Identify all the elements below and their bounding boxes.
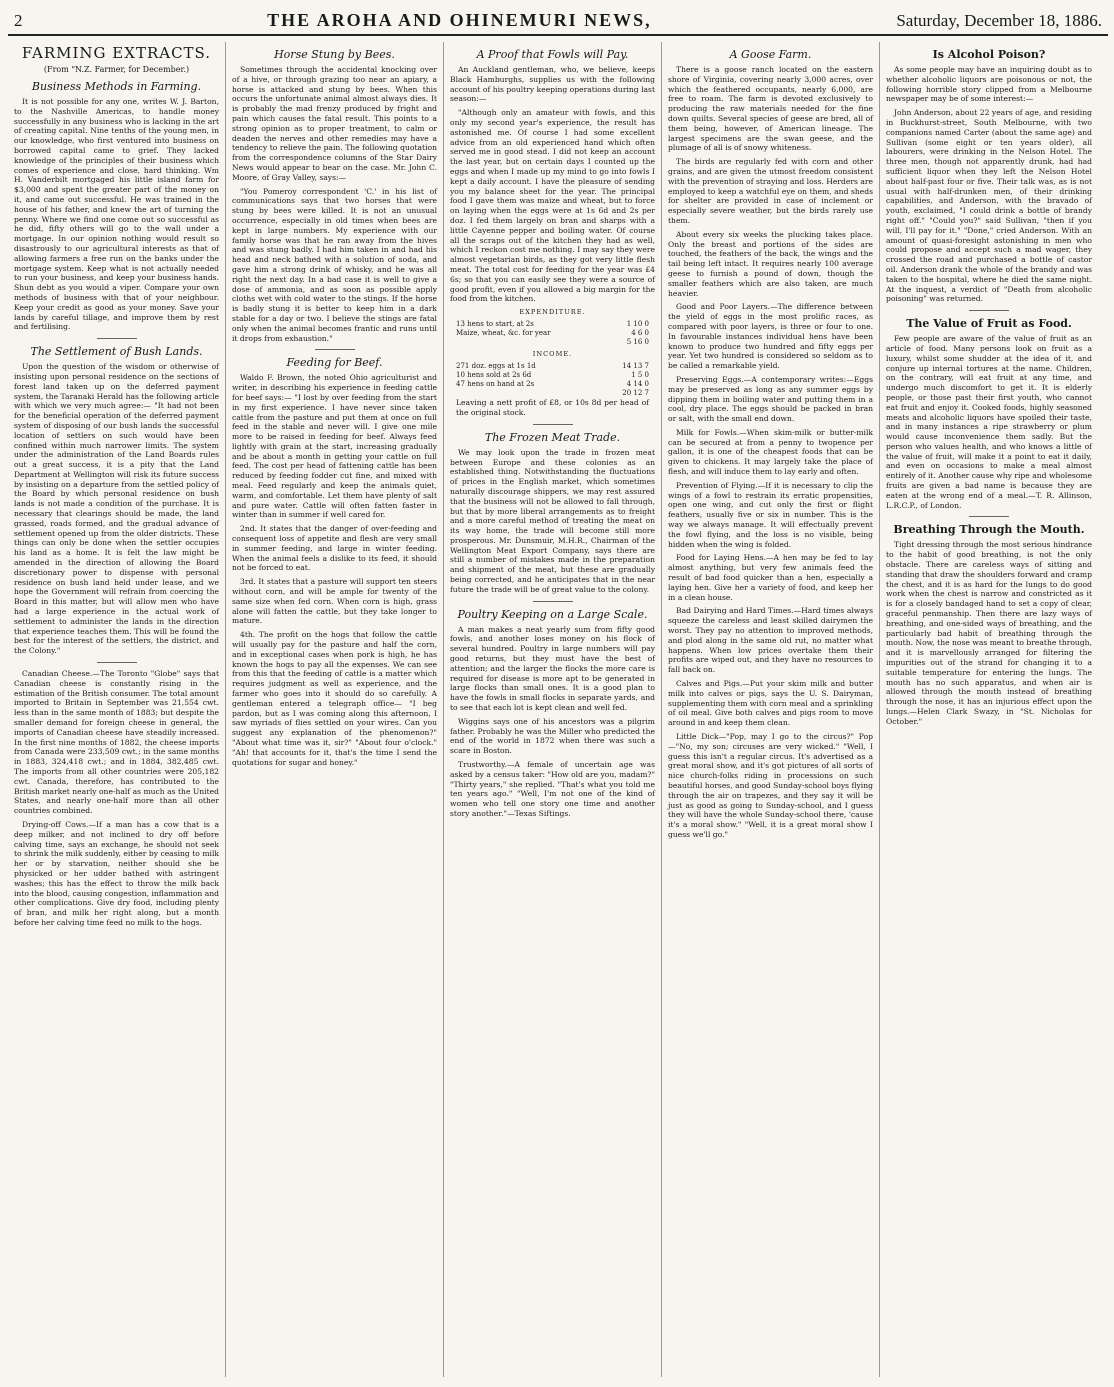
article-body [668,65,873,840]
article-body [450,65,655,304]
column-heading: Is Alcohol Poison? [932,48,1046,61]
row-item: 47 hens on hand at 2s [456,380,535,389]
row-item: 271 doz. eggs at 1s 1d [456,362,536,371]
newspaper-title: THE AROHA AND OHINEMURI NEWS, [267,10,652,30]
divider [315,349,355,350]
paragraph: 2nd. It states that the danger of over-feeding and consequent loss of appetite and flesh are very small in summer feeding, and large in winter feeding. When the animal feels a dislike to its feed, it should not be forced to eat. [232,524,437,573]
paragraph: Wiggins says one of his ancestors was a pilgrim father. Probably he was the Miller who predicted the end of the world in 1872 when there was such a scare in Boston. [450,716,655,756]
paragraph: Waldo F. Brown, the noted Ohio agriculturist and writer, in describing his experience in feeding cattle for beef says:— "I lost by over feeding from the start in my first experience. I have never since taken cattle from the pasture and put them at once on full feed in the stable and never will. I give one mile more to be raised in feeding for beef. Always feed lightly with grain at the start, increasing gradually and be about a month in getting your cattle on full feed. The cost per head of fattening cattle has been reduced by feeding fodder cut fine, and mixed with meal. Feed regularly and keep the animals quiet, warm, and comfortable. Let them have plenty of salt and pure water. Cattle will often fatten faster in winter than in summer if well cared for. [232,373,437,520]
total-value: 20 12 7 [622,389,649,398]
article-body [886,334,1092,510]
total-value: 5 16 0 [626,338,649,347]
issue-date: Saturday, December 18, 1886. [896,11,1102,30]
row-value: 4 6 0 [631,329,649,338]
paragraph: Bad Dairying and Hard Times.—Hard times always squeeze the careless and least skilled dairymen the worst. They pay no attention to improved methods, and plod along in the same old rut, no matter what happens. When low prices overtake them their profits are wiped out, and they have no resources to fall back on. [668,606,873,675]
column-4 [662,42,880,1377]
paragraph: "Although only an amateur with fowls, and this only my second year's experience, the result has astonished me. Of course I had some excellent advice from an old experienced hand which often served me in good stead. I did not keep an account the last year, but on certain days I counted up the eggs and when I made up my mind to go into fowls I kept a daily account. I have the pleasure of sending you my balance sheet for the year. The principal food I gave them was maize and wheat, but to force on laying when the eggs were at 1s 6d and 2s per doz. I fed them largely on bran and sharps with a little Cayenne pepper and boiling water. Of course all the scraps out of the kitchen they had as well, which I reckon cost me nothing. I may say they were almost vegetarian birds, as they got very little flesh meat. The total cost for feeding for the year was £4 6s; so that you can easily see they were a source of good profit, even if you allowed a big margin for the food from the kitchen. [450,108,655,304]
paragraph: Prevention of Flying.—If it is necessary to clip the wings of a fowl to restrain its erratic propensities, open one wing, and cut only the first or flight feathers, usually five or six in number. This is the way we always manage. It will effectually prevent the fowl flying, and the loss is no visible, being hidden when the wing is folded. [668,480,873,549]
article-title: Poultry Keeping on a Large Scale. [457,607,648,621]
paragraph: Calves and Pigs.—Put your skim milk and butter milk into calves or pigs, says the U. S. Dairyman, supplementing them with corn meal and a sprinkling of oil meal. Give both calves and pigs room to move around in and keep them clean. [668,679,873,728]
column-heading: Horse Stung by Bees. [274,48,395,61]
article-body [886,65,1092,304]
row-item: Maize, wheat, &c. for year [456,329,551,338]
column-2 [226,42,444,1377]
article-body [886,540,1092,726]
columns [8,42,1108,1377]
table-total [456,338,649,347]
table-row [456,362,649,371]
article-title: The Frozen Meat Trade. [484,430,621,444]
paragraph: It is not possible for any one, writes W. J. Barton, to the Nashville Americas, to handle money successfully in any business who is lacking in the art of creating capital. Nine tenths of the young men, in our knowledge, who first ventured into business on borrowed capital came to grief. They lacked knowledge of the principles of their business which comes of experience and close, hard thinking. Wm H. Vanderbilt mortgaged his little island farm for $3,000 and spent the greater part of the money on it, and came out successful. He was trained in the house of his father, and knew the art of turning the penny. Where we find one come out so successful as he did, fifty others will go to the wall under a mortgage. In our opinion nothing would result so disastrously to our agricultural interests as that of allowing farmers a free run on the banks under the mortgage system. Keep what is not actually needed to run your business, and keep your business hands. Shun debt as you would a viper. Compare your own methods of business with that of your neighbour. Keep your credit as good as your money. Save your lands by careful tillage, and improve them by rest and fertilising. [14,97,219,332]
paragraph: As some people may have an inquiring doubt as to whether alcoholic liquors are poisonous or not, the following horrible story clipped from a Melbourne newspaper may be of some interest:— [886,65,1092,104]
article-body [14,97,219,332]
paragraph: "You Pomeroy correspondent 'C.' in his list of communications says that two horses that were stung by bees were killed. It is not an unusual occurrence, especially in old times when bees are kept in large numbers. My experience with our family horse was that he ran away from the hives and was stung badly. I had him taken in and had his head and neck bathed with a solution of soda, and gave him a strong drink of whisky, and he was all right the next day. In a bad case it is well to give a dose of ammonia, and as soon as possible apply cloths wet with cold water to the stings. If the horse is badly stung it is better to keep him in a dark stable for a day or two. I believe the stings are fatal only when the animal becomes frantic and runs until it drops from exhaustion." [232,186,437,343]
article-title: Business Methods in Farming. [31,80,202,93]
paragraph: Good and Poor Layers.—The difference between the yield of eggs in the most prolific races, as compared with poor layers, is three or four to one. In favourable instances individual hens have been known to produce two hundred and fifty eggs per year. Yet two hundred is considered so seldom as to be called a remarkable yield. [668,302,873,371]
source-note: (From "N.Z. Farmer, for December.) [43,65,190,74]
column-heading: A Goose Farm. [729,48,812,61]
article-body [450,448,655,595]
paragraph: Canadian Cheese.—The Toronto "Globe" says that Canadian cheese is constantly rising in the estimation of the British consumer. The total amount imported to Britain in September was 21,554 cwt. less than in the same month of 1883; but despite the smaller demand for foreign cheese in general, the imports of Canadian cheese have steadily increased. In the first nine months of 1882, the cheese imports from Canada were 233,509 cwt.; in the same months in 1883, 324,418 cwt.; and in 1884, 382,485 cwt. The imports from all other countries were 205,182 cwt. Canada, therefore, has contributed to the British market nearly one-half as much as the United States, and nearly one-half more than all other countries combined. [14,669,219,816]
paragraph: Milk for Fowls.—When skim-milk or butter-milk can be secured at from a penny to twopence per gallon, it is one of the cheapest foods that can be given to chickens. It may largely take the place of flesh, and will induce them to lay early and often. [668,427,873,477]
paragraph: Preserving Eggs.—A contemporary writes:—Eggs may be preserved as long as any summer eggs by dipping them in boiling water and putting them in a cool, dry place. The eggs should be packed in bran or salt, with the small end down. [668,374,873,424]
paragraph: An Auckland gentleman, who, we believe, keeps Black Hamburghs, supplies us with the following account of his poultry keeping operations during last season:— [450,65,655,104]
table-row [456,371,649,380]
column-1 [8,42,226,1377]
article-title: Feeding for Beef. [286,356,383,370]
article-body [14,362,219,656]
article-body [232,65,437,343]
table-row [456,380,649,389]
balance-sheet [456,308,649,418]
income-label: INCOME. [532,350,573,359]
paragraph: We may look upon the trade in frozen meat between Europe and these colonies as an established thing. Notwithstanding the fluctuations of prices in the English market, which sometimes naturally discourage shippers, we may rest assured that the business will not be allowed to fall through, but that by more liberal arrangements as to freight and a more careful method of treating the meat on its way home, the trade will become still more prosperous. Mr. Dunsmuir, M.H.R., Chairman of the Wellington Meat Export Company, says there are still a number of mistakes made in the preparation and shipment of the meat, but these are gradually being corrected, and he anticipates that in the near future the trade will be of great value to the colony. [450,447,655,594]
paragraph: A man makes a neat yearly sum from fifty good fowls, and another loses money on his flock of several hundred. Poultry in large numbers will pay good returns, but they must have the best of attention; and the larger the flocks the more care is required for disease is more apt to be generated in large flocks than small ones. It is a good plan to have the fowls in small flocks in separate yards, and to see that each lot is kept clean and well fed. [450,624,655,713]
paragraph: About every six weeks the plucking takes place. Only the breast and portions of the sides are touched, the feathers of the back, the wings and the tail being left intact. It requires nearly 100 average geese to furnish a pound of down, though the smaller feathers which are also taken, are much heavier. [668,229,873,298]
table-row [456,320,649,329]
divider [97,338,137,339]
divider [969,516,1009,517]
divider [97,662,137,663]
masthead [8,10,1108,31]
masthead-rule [8,34,1108,36]
row-item: 13 hens to start, at 2s [456,320,534,329]
table-row [456,329,649,338]
article-title: The Settlement of Bush Lands. [30,345,203,359]
paragraph: Upon the question of the wisdom or otherwise of insisting upon personal residence on the sections of forest land taken up on the deferred payment system, the Taranaki Herald has the following article with which we very much agree:— "It had not been for the beneficial operation of the deferred payment system of disposing of our bush lands the successful location of settlers on such would have been confined within much narrower limits. The system under the administration of the Land Boards rules out a great success, it is a pity that the Land Department at Wellington will risk its future success by insisting on a departure from the settled policy of the Board by which personal residence on bush lands is not made a condition of the purchase. It is necessary that clearings should be made, the land grassed, roads formed, and the gradual advance of settlement opened up from the older districts. These things can only be done when the settler occupies his land as a home. It is felt the law might be amended in the direction of allowing the Board discretionary power to dispense with personal residence on bush land held under lease, and we hope the Government will refrain from coercing the Board in this matter, but will allow men who have had a large experience in the actual work of settlement to administer the lands in the direction that experience teaches them. This will be found the best for the interest of the settlers, the district, and the Colony." [14,362,219,656]
expenditure-label: EXPENDITURE. [519,308,586,317]
column-heading: FARMING EXTRACTS. [21,44,212,62]
paragraph: John Anderson, about 22 years of age, and residing in Buckhurst-street, South Melbourne, with two companions named Carter (about the same age) and Sullivan (some eight or ten years older), all labourers, were drinking in the Nelson Hotel. The three men, though not apparently drunk, had had sufficient liquor when they left the Nelson Hotel about half-past four or five. Their talk was, as is not usual with half-drunken men, of their drinking capabilities, and Anderson, with the bravado of youth, exclaimed, "I could drink a bottle of brandy right off." "Could you?" said Sullivan, "then if you will, I'll pay for it." "Done," cried Anderson. With an amount of quasi-foresight astonishing in men who could propose and accept such a mad wager, they crossed the road and purchased a bottle of castor oil. Anderson drank the whole of the brandy and was taken to the hospital, where he died the same night. At the inquest, a verdict of "Death from alcoholic poisoning" was returned. [886,108,1092,304]
article-body [450,625,655,819]
row-item: 10 hens sold at 2s 6d [456,371,532,380]
article-title: Breathing Through the Mouth. [893,523,1085,537]
paragraph: Little Dick—"Pop, may I go to the circus?" Pop—"No, my son; circuses are very wicked." "Well, I guess this isn't a regular circus. It's advertised as a great moral show, and it's got pictures of all sorts of nice church-folks riding in processions on such beautiful horses, and good Sunday-school boys flying through the air on trapezes, and they say it will be just as good as going to Sunday-school, and I guess they will have the whole Sunday-school there, 'cause it's a moral show." "Well, it is a great moral show I guess we'll go." [668,732,873,839]
article-title: The Value of Fruit as Food. [906,317,1072,331]
divider [533,601,573,602]
divider [533,424,573,425]
row-value: 14 13 7 [622,362,649,371]
paragraph: Few people are aware of the value of fruit as an article of food. Many persons look on fruit as a luxury, whilst some shudder at the idea of it, and conjure up internal tortures at the name. Children, on the contrary, will eat fruit at any time, and undergo much discomfort to get it. It is elderly people, or those past their first youth, who cannot eat fruit and enjoy it. Cooked foods, highly seasoned meats and alcoholic liquors have spoiled their taste, and in many instances a ripe strawberry or plum would cause inconvenience them sadly. But the person who values health, and who knows a little of the value of fruit, will make it a point to eat it daily, and even on occasions to make a meal almost entirely of it. Another cause why ripe and wholesome fruits are given a bad name is because they are eaten at the wrong end of a meal.—T. R. Allinson, L.R.C.P., of London. [886,334,1092,510]
column-3 [444,42,662,1377]
paragraph: There is a goose ranch located on the eastern shore of Virginia, covering nearly 3,000 acres, over which the feathered occupants, nearly 6,000, are free to roam. The farm is devoted exclusively to producing the raw materials needed for the fine down quilts. Several species of geese are bred, all of them being, however, of American lineage. The largest specimens are the swan geese, and the plumage of all is of snowy whiteness. [668,65,873,153]
row-value: 4 14 0 [626,380,649,389]
paragraph: 3rd. It states that a pasture will support ten steers without corn, and will be ample for twenty of the same size when fed corn. When corn is high, grass alone will fatten the cattle, but they take longer to mature. [232,577,437,626]
paragraph: Food for Laying Hens.—A hen may be fed to lay almost anything, but very few animals feed the result of bad food quicker than a hen, especially a laying hen. Give her a variety of food, and keep her in a clean house. [668,553,873,602]
article-body [232,373,437,767]
divider [969,310,1009,311]
paragraph: 4th. The profit on the hogs that follow the cattle will usually pay for the pasture and half the corn, and in exceptional cases when pork is high, he has known the hogs to pay all the expenses. We can see from this that the feeding of cattle is a matter which requires judgment as well as experience, and the farmer who goes into it should do so carefully. A gentleman entered a telegraph office— "I beg pardon, but as I was coming along this afternoon, I saw myriads of flies settled on your wires. Can you suggest any explanation of the phenomenon?" "About what time was it, sir?" "About four o'clock." "Ah! that accounts for it, that's the time I send the quotations for sugar and honey." [232,630,437,767]
balance-summary: Leaving a nett profit of £8, or 10s 8d per head of the original stock. [456,398,649,417]
paragraph: The birds are regularly fed with corn and other grains, and are given the utmost freedom consistent with the prevention of straying and loss. Herders are employed to keep a watchful eye on them, and sheds for shelter are provided in case of inclement or especially severe weather, but the birds rarely use them. [668,157,873,225]
paragraph: Trustworthy.—A female of uncertain age was asked by a census taker: "How old are you, madam?" "Thirty years," she replied. "That's what you told me ten years ago." "Well, I'm not one of the kind of women who tell one story one time and another story another."—Texas Siftings. [450,760,655,819]
column-heading: A Proof that Fowls will Pay. [476,48,629,61]
row-value: 1 5 0 [631,371,649,380]
paragraph: Drying-off Cows.—If a man has a cow that is a deep milker, and not inclined to dry off before calving time, says an exchange, he should not seek to shrink the milk suddenly, either by ceasing to milk her or by starvation, neither should she be physicked or her udder bathed with astringent washes; this has the effect to throw the milk back into the blood, causing congestion, inflammation and other complications. Give dry food, including plenty of bran, and milk her right along, but a month before her calving time feed no milk to the hogs. [14,819,219,927]
article-body [14,669,219,928]
table-total [456,389,649,398]
paragraph: Sometimes through the accidental knocking over of a hive, or through grazing too near an apiary, a horse is attacked and stung by bees. When this occurs the unfortunate animal almost always dies. It is probably the mad frenzy produced by fright and pain which causes the fatal result. This points to a strong opinion as to proper treatment, to calm or deaden the nerves and other remedies may have a tendency to relieve the pain. The following quotation from the correspondence columns of the Star Dairy News would appear to bear on the case. Mr. John C. Moore, of Gray Valley, says:— [232,65,437,182]
page-number: 2 [14,11,23,30]
column-5 [880,42,1098,1377]
paragraph: Tight dressing through the most serious hindrance to the habit of good breathing, is not the only obstacle. There are careless ways of sitting and standing that draw the shoulders forward and cramp the chest, and it is as hard for the lungs to do good work when the chest is narrow and constricted as it is for a closely bandaged hand to set a copy of clear, graceful penmanship. Then there are lazy ways of breathing, and one-sided ways of breathing, and the particularly bad habit of breathing through the mouth. Now, the nose was meant to breathe through, and it is marvellously arranged for filtering the impurities out of the strand for changing it to a suitable temperature for entering the lungs. The mouth has no such apparatus, and when air is allowed through the mouth instead of breathing through the nose, it has an injurious effect upon the lungs.—Helen Clark Swazy, in "St. Nicholas for October." [886,540,1092,726]
row-value: 1 10 0 [626,320,649,329]
